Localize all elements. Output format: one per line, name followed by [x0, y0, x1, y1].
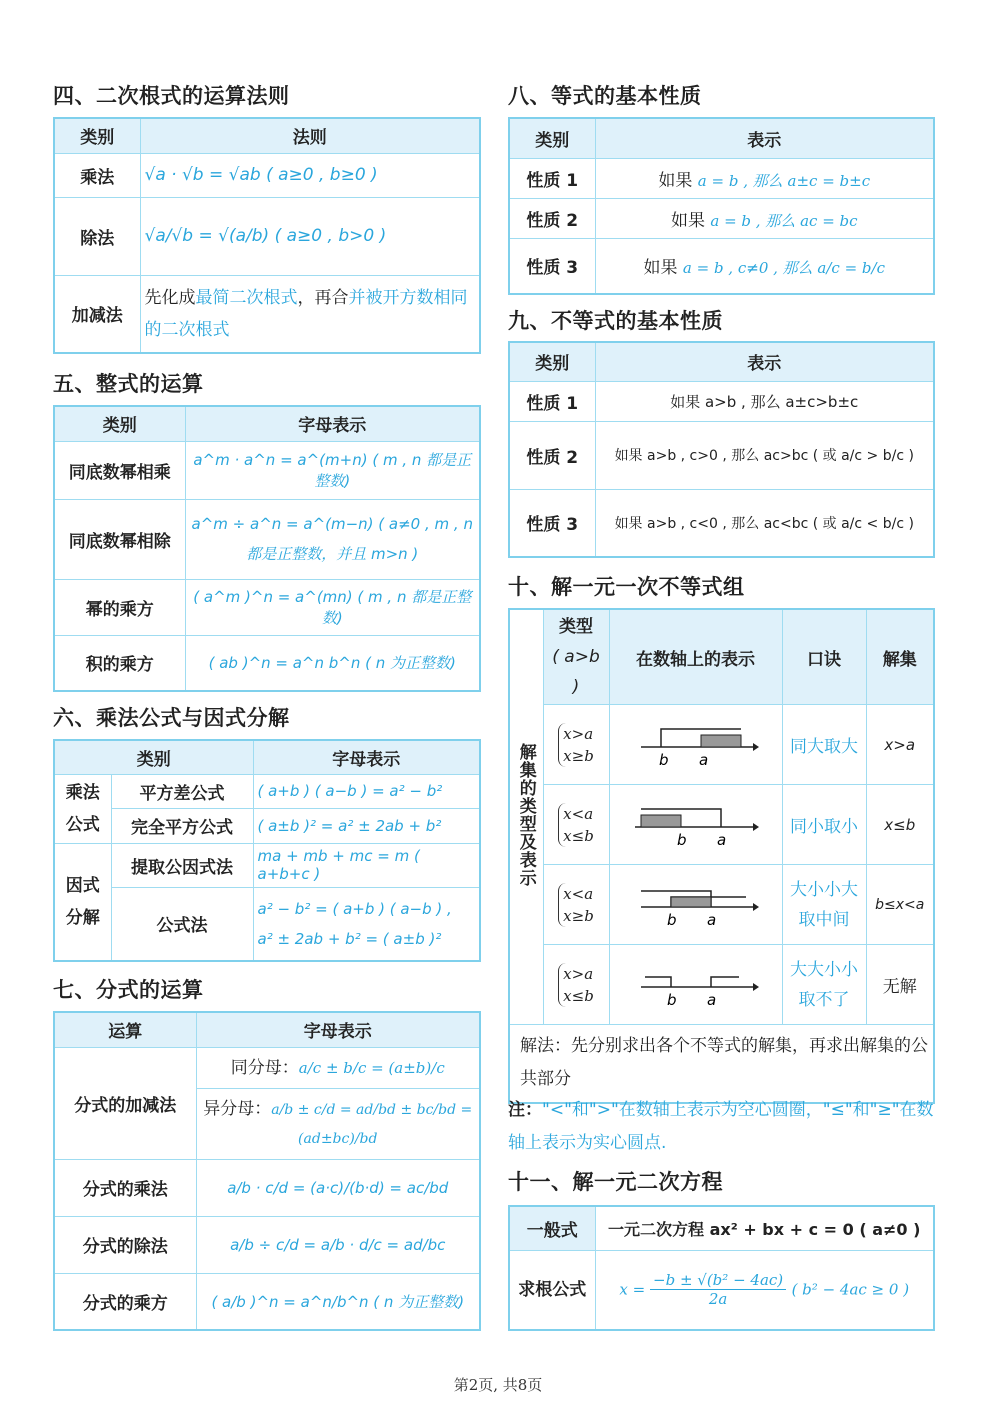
rhyme-row-1: 同大取大: [782, 705, 866, 785]
row-common-factor-label: 提取公因式法: [111, 843, 253, 887]
row-multiply-label: 乘法: [54, 153, 140, 197]
row-power-of-product-label: 积的乘方: [54, 635, 185, 691]
section-4-title: 四、二次根式的运算法则: [53, 84, 290, 108]
row-diff-squares-rule: ( a+b ) ( a−b ) = a² − b²: [253, 774, 480, 809]
ineq-property-1-label: 性质 1: [509, 381, 595, 421]
general-form-label: 一般式: [509, 1206, 595, 1250]
rhyme-row-2: 同小取小: [782, 785, 866, 865]
row-power-of-product-rule: ( ab )^n = a^n b^n ( n 为正整数): [185, 635, 480, 691]
row-frac-addsub-rule: 同分母：a/c ± b/c = (a±b)/c 异分母：a/b ± c/d = ad/bd ± bc/bd = (ad±bc)/bd: [196, 1047, 480, 1159]
row-addsub-rule: 先化成最简二次根式，再合并被开方数相同的二次根式: [140, 275, 480, 353]
header-category: 类别: [54, 740, 253, 774]
header-letter: 字母表示: [185, 406, 480, 441]
number-line-3: [609, 865, 782, 945]
section-10-side-label: 解集的类型及表示: [509, 609, 543, 1025]
root-formula-label: 求根公式: [509, 1250, 595, 1330]
row-addsub-label: 加减法: [54, 275, 140, 353]
row-same-base-mult-label: 同底数幂相乘: [54, 441, 185, 499]
solution-row-3: b≤x<a: [866, 865, 934, 945]
section-10-title: 十、解一元一次不等式组: [508, 575, 745, 599]
header-expression: 表示: [595, 342, 934, 381]
row-frac-div-label: 分式的除法: [54, 1216, 196, 1273]
header-category: 类别: [509, 342, 595, 381]
row-frac-mult-label: 分式的乘法: [54, 1159, 196, 1216]
row-perfect-square-label: 完全平方公式: [111, 809, 253, 844]
number-line-2: [609, 785, 782, 865]
section-11-table: [508, 1205, 935, 1331]
rhyme-row-3: 大小小大取中间: [782, 865, 866, 945]
svg-text:b: b: [676, 831, 687, 847]
svg-text:a: a: [716, 831, 726, 847]
number-line-4: [609, 945, 782, 1025]
eq-property-2-label: 性质 2: [509, 198, 595, 238]
section-10-method: 解法：先分别求出各个不等式的解集，再求出解集的公共部分: [509, 1025, 934, 1103]
ineq-property-2-rule: 如果 a>b , c>0 , 那么 ac>bc ( 或 a/c > b/c ): [595, 421, 934, 489]
row-divide-rule: √a/√b = √(a/b) ( a≥0 , b>0 ): [140, 197, 480, 275]
eq-property-3-label: 性质 3: [509, 238, 595, 294]
solution-row-1: x>a: [866, 705, 934, 785]
row-common-factor-rule: ma + mb + mc = m ( a+b+c ): [253, 843, 480, 887]
page-footer: 第2页, 共8页: [453, 1376, 543, 1394]
section-7-table: [53, 1011, 481, 1331]
type-row-4: x>a x≤b: [543, 945, 609, 1025]
ineq-property-2-label: 性质 2: [509, 421, 595, 489]
section-5-table: [53, 405, 481, 692]
section-6-title: 六、乘法公式与因式分解: [53, 706, 290, 730]
type-row-2: x<a x≤b: [543, 785, 609, 865]
section-8-title: 八、等式的基本性质: [508, 84, 702, 108]
header-number-line: 在数轴上的表示: [609, 609, 782, 705]
section-8-table: [508, 117, 935, 295]
row-same-base-mult-rule: a^m · a^n = a^(m+n) ( m , n 都是正整数): [185, 441, 480, 499]
header-letter: 字母表示: [196, 1012, 480, 1047]
section-7-title: 七、分式的运算: [53, 978, 204, 1002]
header-category: 类别: [54, 118, 140, 153]
eq-property-3-rule: 如果 a = b , c≠0 , 那么 a/c = b/c: [595, 238, 934, 294]
svg-text:a: a: [706, 991, 716, 1007]
svg-text:a: a: [698, 751, 708, 767]
eq-property-1-label: 性质 1: [509, 158, 595, 198]
row-perfect-square-rule: ( a±b )² = a² ± 2ab + b²: [253, 809, 480, 844]
row-same-base-div-rule: a^m ÷ a^n = a^(m−n) ( a≠0 , m , n 都是正整数，并且 m>n ): [185, 499, 480, 579]
svg-text:b: b: [666, 991, 677, 1007]
svg-text:a: a: [706, 911, 716, 927]
header-category: 类别: [54, 406, 185, 441]
number-line-1: [609, 705, 782, 785]
root-formula-rule: x = $\frac{\text{−b ± √(b² − 4ac)}}{2a}$ ( b² − 4ac ≥ 0 ): [595, 1250, 934, 1330]
row-formula-method-rule: a² − b² = ( a+b ) ( a−b ) , a² ± 2ab + b² = ( a±b )²: [253, 887, 480, 961]
section-9-table: [508, 341, 935, 558]
ineq-property-3-label: 性质 3: [509, 489, 595, 557]
header-rhyme: 口诀: [782, 609, 866, 705]
header-expression: 表示: [595, 118, 934, 158]
row-diff-squares-label: 平方差公式: [111, 774, 253, 809]
type-row-1: x>a x≥b: [543, 705, 609, 785]
eq-property-1-rule: 如果 a = b , 那么 a±c = b±c: [595, 158, 934, 198]
general-form-rule: 一元二次方程 ax² + bx + c = 0 ( a≠0 ): [595, 1206, 934, 1250]
row-frac-power-rule: ( a/b )^n = a^n/b^n ( n 为正整数): [196, 1273, 480, 1330]
section-4-table: [53, 117, 481, 354]
row-power-of-power-rule: ( a^m )^n = a^(mn) ( m , n 都是正整数): [185, 579, 480, 635]
row-same-base-div-label: 同底数幂相除: [54, 499, 185, 579]
row-power-of-power-label: 幂的乘方: [54, 579, 185, 635]
group-factorization: 因式分解: [54, 843, 111, 961]
row-divide-label: 除法: [54, 197, 140, 275]
header-rule: 法则: [140, 118, 480, 153]
group-mult-formula: 乘法公式: [54, 774, 111, 843]
row-formula-method-label: 公式法: [111, 887, 253, 961]
section-5-title: 五、整式的运算: [53, 372, 204, 396]
svg-text:b: b: [666, 911, 677, 927]
section-11-title: 十一、解一元二次方程: [508, 1170, 723, 1194]
eq-property-2-rule: 如果 a = b , 那么 ac = bc: [595, 198, 934, 238]
header-solution: 解集: [866, 609, 934, 705]
header-type: 类型 ( a>b ): [543, 609, 609, 705]
solution-row-2: x≤b: [866, 785, 934, 865]
header-category: 类别: [509, 118, 595, 158]
row-frac-addsub-label: 分式的加减法: [54, 1047, 196, 1159]
type-row-3: x<a x≥b: [543, 865, 609, 945]
header-letter: 字母表示: [253, 740, 480, 774]
header-operation: 运算: [54, 1012, 196, 1047]
solution-row-4: 无解: [866, 945, 934, 1025]
section-9-title: 九、不等式的基本性质: [508, 309, 723, 333]
row-frac-power-label: 分式的乘方: [54, 1273, 196, 1330]
row-frac-div-rule: a/b ÷ c/d = a/b · d/c = ad/bc: [196, 1216, 480, 1273]
rhyme-row-4: 大大小小取不了: [782, 945, 866, 1025]
svg-text:b: b: [658, 751, 669, 767]
row-frac-mult-rule: a/b · c/d = (a·c)/(b·d) = ac/bd: [196, 1159, 480, 1216]
ineq-property-3-rule: 如果 a>b , c<0 , 那么 ac<bc ( 或 a/c < b/c ): [595, 489, 934, 557]
section-10-note: 注："<"和">"在数轴上表示为空心圆圈，"≤"和"≥"在数轴上表示为实心圆点.: [508, 1100, 934, 1153]
row-multiply-rule: √a · √b = √ab ( a≥0 , b≥0 ): [140, 153, 480, 197]
section-6-table: [53, 739, 481, 962]
ineq-property-1-rule: 如果 a>b , 那么 a±c>b±c: [595, 381, 934, 421]
section-10-table: [508, 608, 935, 1104]
